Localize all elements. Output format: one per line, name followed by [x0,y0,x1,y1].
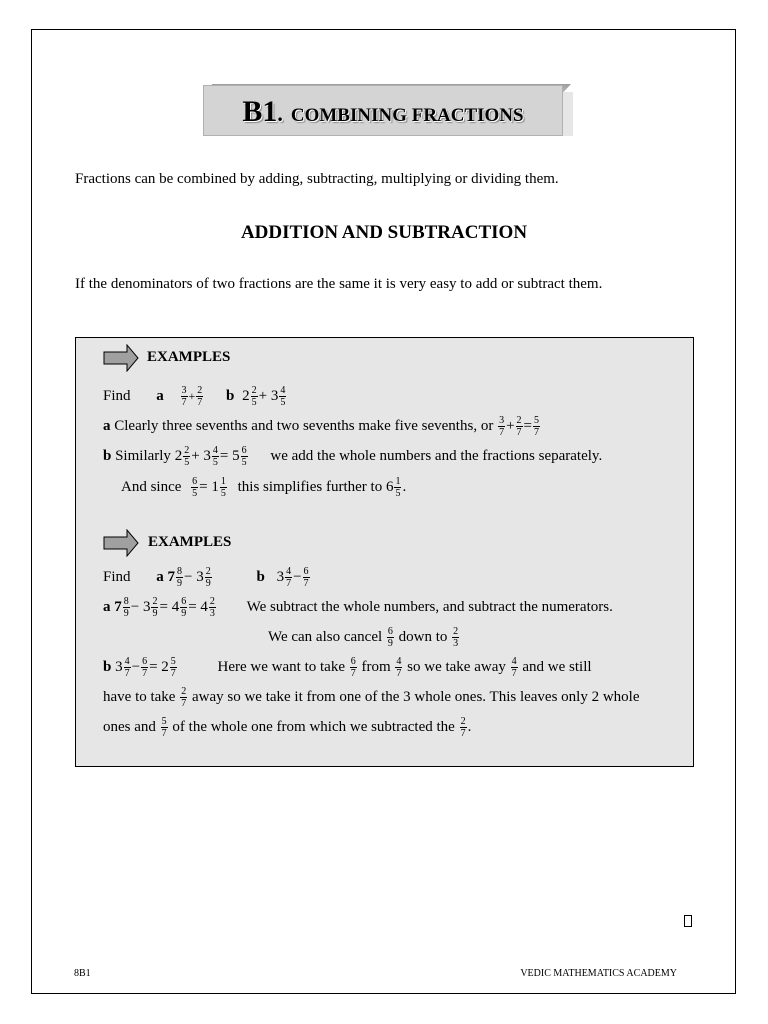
fraction: $\frac{6}{7}$ [350,656,356,679]
fraction: $\frac{2}{7}$ [197,385,203,408]
example2-line-continued-2: ones and $\frac{5}{7}$ of the whole one from which we subtracted the $\frac{2}{7}$ . [103,716,472,739]
right-arrow-icon [103,529,139,557]
part-a-label: a [156,568,164,585]
fraction: $\frac{2}{7}$ [460,716,466,739]
title-code: B1 [242,95,278,128]
part-a-label: a [103,417,111,434]
fraction: $\frac{6}{7}$ [142,656,148,679]
fraction: $\frac{1}{5}$ [220,476,226,499]
section-intro: If the denominators of two fractions are the same it is very easy to add or subtract them. [75,276,603,292]
right-arrow-icon [103,344,139,372]
part-a-label: a [103,598,111,615]
fraction: $\frac{5}{7}$ [161,716,167,739]
fraction: $\frac{5}{7}$ [170,656,176,679]
fraction: $\frac{4}{7}$ [511,656,517,679]
expr-a: $\frac{3}{7}$ + $\frac{2}{7}$ [181,385,203,408]
example2-line-continued-1: have to take $\frac{2}{7}$ away so we take it from one of the 3 whole ones. This leaves only 2 whole [103,686,640,709]
page-title [203,95,563,129]
fraction: $\frac{2}{3}$ [453,626,459,649]
example1-find-line [103,385,287,408]
fraction: $\frac{6}{5}$ [241,445,247,468]
examples-label-2: EXAMPLES [148,534,232,550]
explanation-text: We subtract the whole numbers, and subtract the numerators. [246,598,613,615]
fraction: $\frac{2}{9}$ [152,596,158,619]
section-heading: ADDITION AND SUBTRACTION [240,222,528,243]
fraction: $\frac{2}{9}$ [205,566,211,589]
title-dot: . [277,101,283,126]
examples-label-1: EXAMPLES [147,349,231,365]
explanation-text: Clearly three sevenths and two sevenths make five sevenths, or [114,417,494,434]
part-a-label: a [156,387,164,404]
fraction: $\frac{2}{3}$ [209,596,215,619]
fraction: $\frac{3}{7}$ [499,415,505,438]
fraction: $\frac{4}{5}$ [280,385,286,408]
fraction: $\frac{8}{9}$ [123,596,129,619]
part-b-label: b [103,658,112,675]
fraction: $\frac{1}{5}$ [395,476,401,499]
example2-line-cancel: We can also cancel $\frac{6}{9}$ down to $\frac{2}{3}$ [268,626,459,649]
title-name: COMBINING FRACTIONS [290,105,524,126]
expr-b: 2 $\frac{2}{5}$ + 3 $\frac{4}{5}$ [242,385,286,408]
fraction: $\frac{4}{7}$ [396,656,402,679]
fraction: $\frac{4}{7}$ [124,656,130,679]
example2-line-a: a 7 $\frac{8}{9}$ − 3 $\frac{2}{9}$ = 4 $\frac{6}{9}$ = 4 $\frac{2}{3}$ We subtract the whole numbers, and subtract the numerators. [103,596,613,619]
title-bevel-side [562,92,573,136]
find-label: Find [103,568,131,585]
fraction: $\frac{8}{9}$ [177,566,183,589]
part-b-label: b [103,447,112,464]
fraction: $\frac{2}{7}$ [516,415,522,438]
example1-line-b: b Similarly 2 $\frac{2}{5}$ + 3 $\frac{4}{5}$ = 5 $\frac{6}{5}$ we add the whole numbers and the fractions separately. [103,445,603,468]
fraction: $\frac{4}{7}$ [286,566,292,589]
part-b-label: b [256,568,265,585]
fraction: $\frac{5}{7}$ [534,415,539,438]
fraction: $\frac{6}{9}$ [181,596,187,619]
part-b-label: b [226,387,235,404]
footer-publisher: VEDIC MATHEMATICS ACADEMY [520,968,677,979]
fraction: $\frac{2}{7}$ [181,686,187,709]
find-label: Find [103,387,131,404]
example1-line-a: a Clearly three sevenths and two sevenths make five sevenths, or $\frac{3}{7}$ + $\frac{2}{7}$ = $\frac{5}{7}$ [103,415,539,438]
fraction: $\frac{2}{5}$ [184,445,190,468]
explanation-text: we add the whole numbers and the fractions separately. [270,447,603,464]
fraction: $\frac{4}{5}$ [212,445,218,468]
example2-line-b: b 3 $\frac{4}{7}$ − $\frac{6}{7}$ = 2 $\frac{5}{7}$ Here we want to take $\frac{6}{7}$ from $\frac{4}{7}$ so we take away $\frac{4}{7}$ and we still [103,656,592,679]
footer-page-code: 8B1 [74,968,91,979]
fraction: $\frac{6}{9}$ [387,626,393,649]
page-icon [684,915,692,927]
example2-find-line: Find a 7 $\frac{8}{9}$ − 3 $\frac{2}{9}$ b 3 $\frac{4}{7}$ − $\frac{6}{7}$ [103,566,309,589]
fraction: $\frac{2}{5}$ [251,385,257,408]
fraction: $\frac{6}{7}$ [303,566,309,589]
example1-line-since: And since $\frac{6}{5}$ = 1 $\frac{1}{5}$ this simplifies further to 6 $\frac{1}{5}$ . [121,476,407,499]
fraction: $\frac{3}{7}$ [181,385,187,408]
intro-paragraph: Fractions can be combined by adding, subtracting, multiplying or dividing them. [75,171,559,187]
fraction: $\frac{6}{5}$ [192,476,198,499]
